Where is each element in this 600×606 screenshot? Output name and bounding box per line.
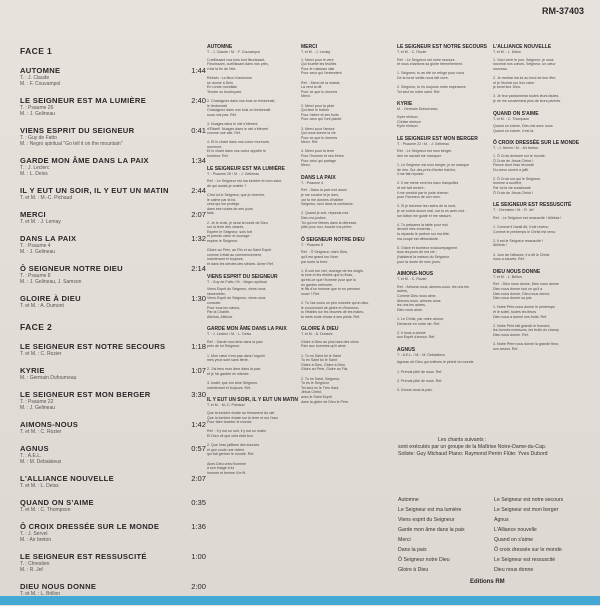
track — [20, 522, 206, 543]
song-lyrics — [493, 202, 593, 262]
song-text: 1. Ô Croix dressée sur le monde, Ô Croix de Jésus Christ ! Fleuve dont l'eau féconde Du cœur ouvert a jailli. 2. Ô Croix sur qui le Seigneur homme a souffert, Par toi la vie surabonde Ô Croix de Jésus Christ ! — [493, 153, 546, 195]
track — [20, 234, 206, 255]
track-credit: T. et M. : C. Rozier — [20, 429, 62, 435]
song-title: GARDE MON ÂME DANS LA PAIX — [207, 326, 287, 333]
track-duration: 1:34 — [191, 156, 206, 165]
face-2-tracklist — [20, 322, 206, 606]
song-text: 1. Merci pour le vent Qui fouette les feuilles Pour le ruisseau clair Pour ceux qui l'entendent. Ref. : Merci de la maisie, La vent la dit Pour ce que tu donnes Merci. 2. Merci pour la pluie Qui lave le trottoir Pour l'arbre et ses fruits Pour ceux qui l'ont planté. 3. Merci pour l'amour Qui nous donne la vie Pour ce que tu donnes Merci. Ref. 4. Merci pour la terre Pour l'homme et ses frères Pour celui qui partage Merci. — [301, 57, 344, 168]
song-lyrics — [397, 44, 493, 94]
track-row — [20, 342, 206, 351]
track-title: LE SEIGNEUR EST MA LUMIÈRE — [20, 96, 147, 105]
track-duration: 0:57 — [191, 444, 206, 453]
track-title: L'ALLIANCE NOUVELLE — [20, 474, 114, 483]
track-credit: M. : M. Debaisieux — [20, 459, 62, 465]
song-credit: T. : J. Claude / M. : F. Couvampol — [207, 50, 260, 54]
song-list-item: Ô Seigneur notre Dieu — [398, 557, 450, 563]
track-title: MERCI — [20, 210, 46, 219]
track-row — [20, 156, 206, 165]
track-row — [20, 96, 206, 105]
track-row — [20, 444, 206, 453]
song-credit: T. : Psaume 8 — [301, 242, 323, 247]
track — [20, 126, 206, 147]
song-title: Ô CROIX DRESSÉE SUR LE MONDE — [493, 140, 580, 147]
track — [20, 96, 206, 117]
song-text: Cueillissant nos bois tout fleurissant, Fleurissant, cueillissant dans nos prés, c'est la fin de l'été. Refrain : La fleuri d'automne se donne à Dieu En ronde mondiale Tendre ou foudroyant. 2. Chatoignez dans nos bois on fredonnait, le fredonnait Chatoignez dans nos bois on fredonnait sous nos pas. Ref. 3. Nuages dans le ciel s'élèvent, d'Eliwell. Nuages dans le ciel s'élèvent comme une aile. Ref. 4. Et le chant dans nos coeur murmure, murmure, Et le chant dans nos coeur appelle le bonheur. Ref. — [207, 57, 276, 159]
track — [20, 444, 206, 465]
track-credit: T. et M. : L. Brillon — [20, 591, 61, 597]
track-duration: 1:07 — [191, 366, 206, 375]
track-title: LE SEIGNEUR EST NOTRE SECOURS — [20, 342, 166, 351]
track-credit: T. : Psaume 4 — [20, 243, 51, 249]
song-text: Ref. : Dieu nous donne, Dieu nous donne Dieu nous donne tout ce qu'il a Dieu nous donne, Dieu nous donne, Dieu nous donne sa joie. 1. Notre Père nous donne le printemps et le soleil, toutes les fleurs Dieu nous a donné ses fruits. Ref. 2. Notre Père fait grandir le froment, les bonnes moissons, les fruits du champ Dieu nous donne. Ref. 3. Notre Père nous donne la grande fleur, son amour. Ref. — [493, 282, 559, 351]
track-title: KYRIE — [20, 366, 45, 375]
song-lyrics — [397, 347, 493, 393]
song-list-item: Merci — [398, 537, 411, 543]
song-title: Ô SEIGNEUR NOTRE DIEU — [301, 236, 365, 243]
song-title: GLOIRE À DIEU — [301, 326, 339, 333]
song-text: Ref. : Aimons-nous, aimons-nous, les uns les autres, Comme Dieu nous aime. Aimons-nous, aimons-nous les uns les autres, Dieu nous aime. 1. Le Christ, par notre amour, Demeure en notre vie. Ref. 2. Il nous a donné son Esprit d'amour. Ref. — [397, 284, 469, 340]
track-duration: 1:18 — [191, 342, 206, 351]
credits-line-1: sont exécutés par un groupe de la Maîtrise Notre-Dame-du-Cap. — [398, 444, 547, 450]
track-credit: M. : F. Couvampol — [20, 81, 61, 87]
song-text: Quand on s'aime, Dieu est avec nous Quand on s'aime, il est là. — [493, 124, 553, 133]
song-list-item: Garde mon âme dans la paix — [398, 527, 465, 533]
track-credit: T. et M. : C. Thompson — [20, 507, 71, 513]
track-credit: M. : Negro spiritual "Go tell it on the mountain" — [20, 141, 123, 147]
track-row — [20, 498, 206, 507]
song-title: MERCI — [301, 44, 318, 50]
track-row — [20, 552, 206, 561]
track-credit: T. et M. : J. Lemay — [20, 219, 61, 225]
publisher: Editions RM — [470, 579, 505, 585]
track-title: VIENS ESPRIT DU SEIGNEUR — [20, 126, 135, 135]
track — [20, 390, 206, 411]
lyrics-column-2 — [301, 44, 393, 514]
track-row — [20, 234, 206, 243]
face-1-title: FACE 1 — [20, 46, 53, 56]
song-list-item: Gloire à Dieu — [398, 567, 429, 573]
song-lyrics — [397, 136, 493, 264]
track-duration: 2:44 — [191, 186, 206, 195]
song-text: Ref. : Dans la paix moi aussi je me couche et je dors, car tu me donnes d'habiter Seigneur, seul dans la confiance. 2. Quand je crie, réponds-moi Dieu ma justice, Toi qui me libères dans la détresse, pitié pour moi, écoute ma prière. — [301, 188, 358, 230]
catalog-number: RM-37403 — [541, 6, 584, 16]
song-list-item: Le Seigneur est ma lumière — [398, 507, 462, 513]
song-credit: T. et M. : C. Thompson — [493, 116, 530, 121]
track-row — [20, 210, 206, 219]
song-credit: T. et M. : L. Brillon — [493, 274, 522, 279]
face-2-title: FACE 2 — [20, 322, 53, 332]
track-credit: T. et M. : M.-C. Pichaud — [20, 195, 73, 201]
track — [20, 342, 206, 357]
track-credit: T. : Psaume 26 — [20, 105, 54, 111]
song-text: Gloire à Dieu au plus haut des cieux Paix aux hommes qu'il aime. 1. Tu es Saint toi le Saint Tu es Saint toi le Saint Gloire à Dieu, Gloire à Dieu Gloire au Père, Gloire au Fils. 2. Tu es Saint, Seigneur, Tu es le Seigneur Toi seul es le Très Haut Jésus Christ, avec le Saint Esprit dans la gloire de Dieu le Père. — [301, 339, 359, 404]
song-list-item: L'Alliance nouvelle — [494, 527, 537, 533]
performers-credits — [398, 437, 588, 458]
track-title: QUAND ON S'AIME — [20, 498, 94, 507]
track-row — [20, 264, 206, 273]
song-list-item: Quand on s'aime — [494, 537, 534, 543]
song-title: AGNUS — [397, 346, 416, 353]
song-lyrics — [207, 166, 299, 267]
song-lyrics — [207, 397, 299, 475]
track-duration: 2:07 — [191, 474, 206, 483]
song-credit: T. : Psaume 26 / M. : J. Gelineau — [207, 171, 260, 176]
song-credit: T. et M. : C. Rozier — [397, 50, 427, 54]
song-text: Ref. : Ô Seigneur, notre Dieu, qu'il est grand ton Nom par toute la terre. 1. À voir ton ciel, ouvrage de tes doigts, la lune et les étoiles que tu fixas, qu'est-ce que l'homme pour que tu en gardes mémoire, le fils d'un homme que tu en prennes souci ? Ref. 2. Tu l'as voulu un peu moindre qu'un dieu, le couronnant de gloire et d'honneur, tu l'établis sur les œuvres de tes mains, tu mets toute chose à ses pieds. Ref. — [301, 250, 370, 319]
track-credit: T. et M. : C. Rozier — [20, 351, 62, 357]
song-lyrics — [207, 326, 299, 390]
song-title: VIENS ESPRIT DU SEIGNEUR — [207, 273, 278, 280]
song-lyrics — [301, 326, 393, 404]
track-duration: 2:40 — [191, 96, 206, 105]
track-title: GARDE MON ÂME DANS LA PAIX — [20, 156, 149, 165]
song-lyrics — [493, 111, 593, 134]
song-list-item: Agnus — [494, 517, 509, 523]
track-title: DIEU NOUS DONNE — [20, 582, 97, 591]
song-credit: M. : Germain Dufourneau — [397, 107, 438, 112]
song-title: LE SEIGNEUR EST MON BERGER — [397, 135, 478, 142]
track-duration: 1:36 — [191, 522, 206, 531]
track-title: LE SEIGNEUR EST MON BERGER — [20, 390, 151, 399]
track — [20, 186, 206, 201]
track-row — [20, 186, 206, 195]
track-credit: M. : Germain Dufourneau — [20, 375, 77, 381]
song-title: DANS LA PAIX — [301, 174, 336, 181]
track-credit: T. : J. Servel — [20, 531, 48, 537]
song-credit: T. : J. Servel / M. : Air breton — [493, 146, 539, 151]
track — [20, 66, 206, 87]
song-list-item: Ô croix dressée sur le monde — [494, 547, 562, 553]
credits-intro: Les chants suivants : — [438, 437, 487, 443]
track — [20, 474, 206, 489]
track-credit: M. : J. Gelineau, J. Samson — [20, 279, 82, 285]
lyrics-column-3 — [397, 44, 493, 434]
song-text: Viens Esprit du Seigneur, viens nous rassembler, Viens Esprit du Seigneur, viens nous consoler. Pour tous les cœurs, Par la Charité. Alleluia, Alleluia. — [207, 287, 266, 319]
song-list-item: Dans la paix — [398, 547, 427, 553]
track-row — [20, 474, 206, 483]
track-title: LE SEIGNEUR EST RESSUSCITÉ — [20, 552, 147, 561]
track-credit: M. : R. Jef — [20, 567, 43, 573]
song-title: LE SEIGNEUR EST NOTRE SECOURS — [397, 44, 488, 50]
song-credit: T. et M. : J. Lemay — [301, 50, 331, 54]
track — [20, 264, 206, 285]
track-credit: T. : Psaume 8 — [20, 273, 51, 279]
track — [20, 366, 206, 381]
song-lyrics — [207, 44, 299, 159]
song-credit: T. : Chrestien / M. : R. Jef — [493, 208, 534, 213]
track-credit: T. : A.E.L. — [20, 453, 42, 459]
song-list-item: Le Seigneur est mon berger — [494, 507, 559, 513]
song-list-item: Dieu nous donne — [494, 567, 534, 573]
track-credit: T. et M. : A. Dumont — [20, 303, 64, 309]
track — [20, 498, 206, 513]
track-duration: 2:00 — [191, 582, 206, 591]
song-credit: T. et M. : A. Dumont — [301, 332, 333, 337]
track-row — [20, 582, 206, 591]
song-lyrics — [493, 269, 593, 352]
track-credit: T. : J. Claude — [20, 75, 50, 81]
song-title: AIMONS-NOUS — [397, 271, 434, 278]
track-title: Ô CROIX DRESSÉE SUR LE MONDE — [20, 522, 160, 531]
track-credit: M. : Air breton — [20, 537, 52, 543]
track — [20, 582, 206, 597]
track-row — [20, 420, 206, 429]
track — [20, 552, 206, 573]
track-duration: 1:00 — [191, 552, 206, 561]
track-credit: T. : J. Leclerc — [20, 165, 50, 171]
track-duration: 3:30 — [191, 390, 206, 399]
song-credit: T. et M. : C. Rozier — [397, 277, 427, 282]
track-duration: 0:35 — [191, 498, 206, 507]
songs-list-right — [494, 495, 594, 575]
track-credit: M. : J. Gelineau — [20, 111, 56, 117]
track-row — [20, 522, 206, 531]
song-lyrics — [301, 175, 393, 230]
track-duration: 2:07 — [191, 210, 206, 219]
song-title: QUAND ON S'AIME — [493, 110, 539, 117]
songs-list-left — [398, 495, 490, 575]
track-title: Ô SEIGNEUR NOTRE DIEU — [20, 264, 123, 273]
song-lyrics — [493, 140, 593, 195]
song-credit: T. : Guy de Fatto / M. : Negro spiritual — [207, 279, 267, 284]
song-lyrics — [301, 44, 393, 168]
track-title: AIMONS-NOUS — [20, 420, 79, 429]
track-credit: T. : Chrestien — [20, 561, 50, 567]
track-duration: 2:14 — [191, 264, 206, 273]
face-1-tracklist — [20, 46, 206, 318]
track-credit: M. : L. Deiss — [20, 171, 48, 177]
song-text: 1. Voici venir le jour, Seigneur, je vous rouvrirai nos cœurs, Seigneur, un cœur nouveau. 2. Je mettrai ma loi au fond de leur être et je l'écrirai sur leur cœur je serai leur Dieu. 3. Je leur pardonnerai toutes leurs fautes, je ne me souviendrai plus de leurs péchés. — [493, 57, 562, 103]
song-title: AUTOMNE — [207, 44, 233, 50]
song-credit: T. et M. : M.-C. Pichaud — [207, 403, 245, 408]
song-credit: T. : Psaume 4 — [301, 180, 323, 185]
song-title: KYRIE — [397, 101, 413, 108]
lyrics-column-1 — [207, 44, 299, 514]
lyrics-column-4 — [493, 44, 593, 434]
track-credit: M. : J. Gelineau — [20, 249, 56, 255]
song-lyrics — [397, 101, 493, 128]
track-title: AUTOMNE — [20, 66, 61, 75]
song-title: IL Y EUT UN SOIR, IL Y EUT UN MATIN — [207, 397, 299, 404]
song-credit: T. : A.E.L. / M. : M. Debaisieux — [397, 352, 446, 357]
song-lyrics — [397, 271, 493, 340]
track-duration: 1:32 — [191, 234, 206, 243]
track-row — [20, 390, 206, 399]
track-duration: 0:41 — [191, 126, 206, 135]
song-text: Agneau de Dieu qui enlèves le péché du monde 1. Prends pitié de nous. Ref. 2. Prends pitié de nous. Ref. 3. Donne-nous la paix. — [397, 360, 474, 393]
song-text: Ref. : Le Seigneur est ressuscité ! Alléluia ! 1. Comme il l'avait dit, il est revenu Comme le printemps le Christ est venu. 2. Il est le Seigneur ressuscité ! Alléluia ! 3. Jour de l'alliance, il a dit le Christ, nous a sauvés. Ref. — [493, 215, 562, 262]
track-row — [20, 366, 206, 375]
track-duration: 1:44 — [191, 66, 206, 75]
track-credit: T. : Psaume 22 — [20, 399, 54, 405]
track-credit: T. et M. : L. Deiss — [20, 483, 59, 489]
song-title: LE SEIGNEUR EST RESSUSCITÉ — [493, 202, 572, 209]
song-list-item: Le Seigneur est notre secours — [494, 497, 564, 503]
song-lyrics — [493, 44, 593, 104]
song-credit: T. : J. Leclerc / M. : L. Deiss — [207, 332, 252, 337]
track-row — [20, 66, 206, 75]
song-list-item: Viens esprit du Seigneur — [398, 517, 455, 523]
credits-line-2: Soliste: Guy Michaud Piano: Raymond Perrin Flûte: Yves Dubord — [398, 451, 548, 457]
track-row — [20, 126, 206, 135]
song-credit: T. : Psaume 22 / M. : J. Gelineau — [397, 141, 450, 146]
song-text: Ref. : Le Seigneur est mon berger, rien ne saurait me manquer. 1. Le Seigneur est mon berger, je ne manque de rien. Sur des prés d'herbe fraîche, il me fait reposer. 2. Il me mène vers les eaux tranquilles et me fait revivre ; il me conduit par le juste chemin pour l'honneur de son nom. 3. Si je traverse les ravins de la mort, je ne crains aucun mal, car tu es avec moi : ton bâton me guide et me rassure. 4. Tu prépares la table pour moi devant mes ennemis ; tu répands le parfum sur ma tête, ma coupe est débordante. 5. Grâce et bonheur m'accompagnent tous les jours de ma vie ; j'habiterai la maison du Seigneur pour la durée de mes jours. — [397, 149, 470, 264]
track-duration: 1:42 — [191, 420, 206, 429]
track-duration: 1:30 — [191, 294, 206, 303]
song-text: Ref. : Le Seigneur est ma lumière et mon salut, de qui aurais-je crainte ? C'est lui le Seigneur, que je cherche, le calme par la foi, celui qui me protège dans ses routes de ses jours faits. 2. Je le crois, je serai la bonté de Dieu sur la terre des vivants, Espère le Seigneur, sois fort et prends cœur et courage : espère le Seigneur. Gloire au Père, au Fils et au Saint Esprit comme il était au commencement, maintenant et toujours, et dans les siècles des siècles. Amen Ref. — [207, 179, 283, 266]
track-title: AGNUS — [20, 444, 49, 453]
song-lyrics — [207, 274, 299, 320]
track — [20, 156, 206, 177]
track-title: IL Y EUT UN SOIR, IL Y EUT UN MATIN — [20, 186, 169, 195]
song-title: DIEU NOUS DONNE — [493, 268, 541, 275]
song-credit: T. et M. : L. Deiss — [493, 50, 521, 54]
track-title: GLOIRE À DIEU — [20, 294, 81, 303]
song-lyrics — [301, 237, 393, 320]
track — [20, 294, 206, 309]
song-text: Kyrie eleison Christe eleison Kyrie eleison — [397, 114, 421, 129]
track-row — [20, 294, 206, 303]
track-title: DANS LA PAIX — [20, 234, 77, 243]
track-credit: T. : Guy de Fatto — [20, 135, 57, 141]
track-credit: M. : J. Gelineau — [20, 405, 56, 411]
song-list-item: Le Seigneur est ressuscité — [494, 557, 556, 563]
track — [20, 210, 206, 225]
song-text: Ref. : Garde mon âme dans la paix près de toi Seigneur. 1. Mon cœur n'est pas dans l'orgueil mes yeux sont sans fierté. 2. J'ai tenu mon âme dans la paix et je l'ai gardée en silence. 3. Israël, que ton âme Seigneur, maintenant et toujours. Ref. — [207, 339, 265, 390]
song-text: Ref. : Le Seigneur est notre secours et nous chantons sa gloire éternellement. 1. Seigneur, tu as été un refuge pour nous De la force vieille-nous fait vivre. 2. Seigneur, tu es toujours notre espérance Toi seul es notre salut. Ref. — [397, 57, 466, 94]
song-text: Que la lumière éclate au firmament du ciel Que la lumière éclate sur la terre et sur l'eau Pour faire chanter le monde. Ref. : Il y eut un soir, il y eut un matin Et Dieu vit que cela était bon. 2. Que l'eau jaillisse des sources et que coule une rivière qui fait germer le monde. Ref. Alors Dieu créa l'homme à son image à lui homme et femme il le fit. — [207, 411, 278, 475]
song-list-item: Automne — [398, 497, 419, 503]
track — [20, 420, 206, 435]
song-title: LE SEIGNEUR EST MA LUMIÈRE — [207, 165, 285, 172]
song-title: L'ALLIANCE NOUVELLE — [493, 44, 552, 50]
